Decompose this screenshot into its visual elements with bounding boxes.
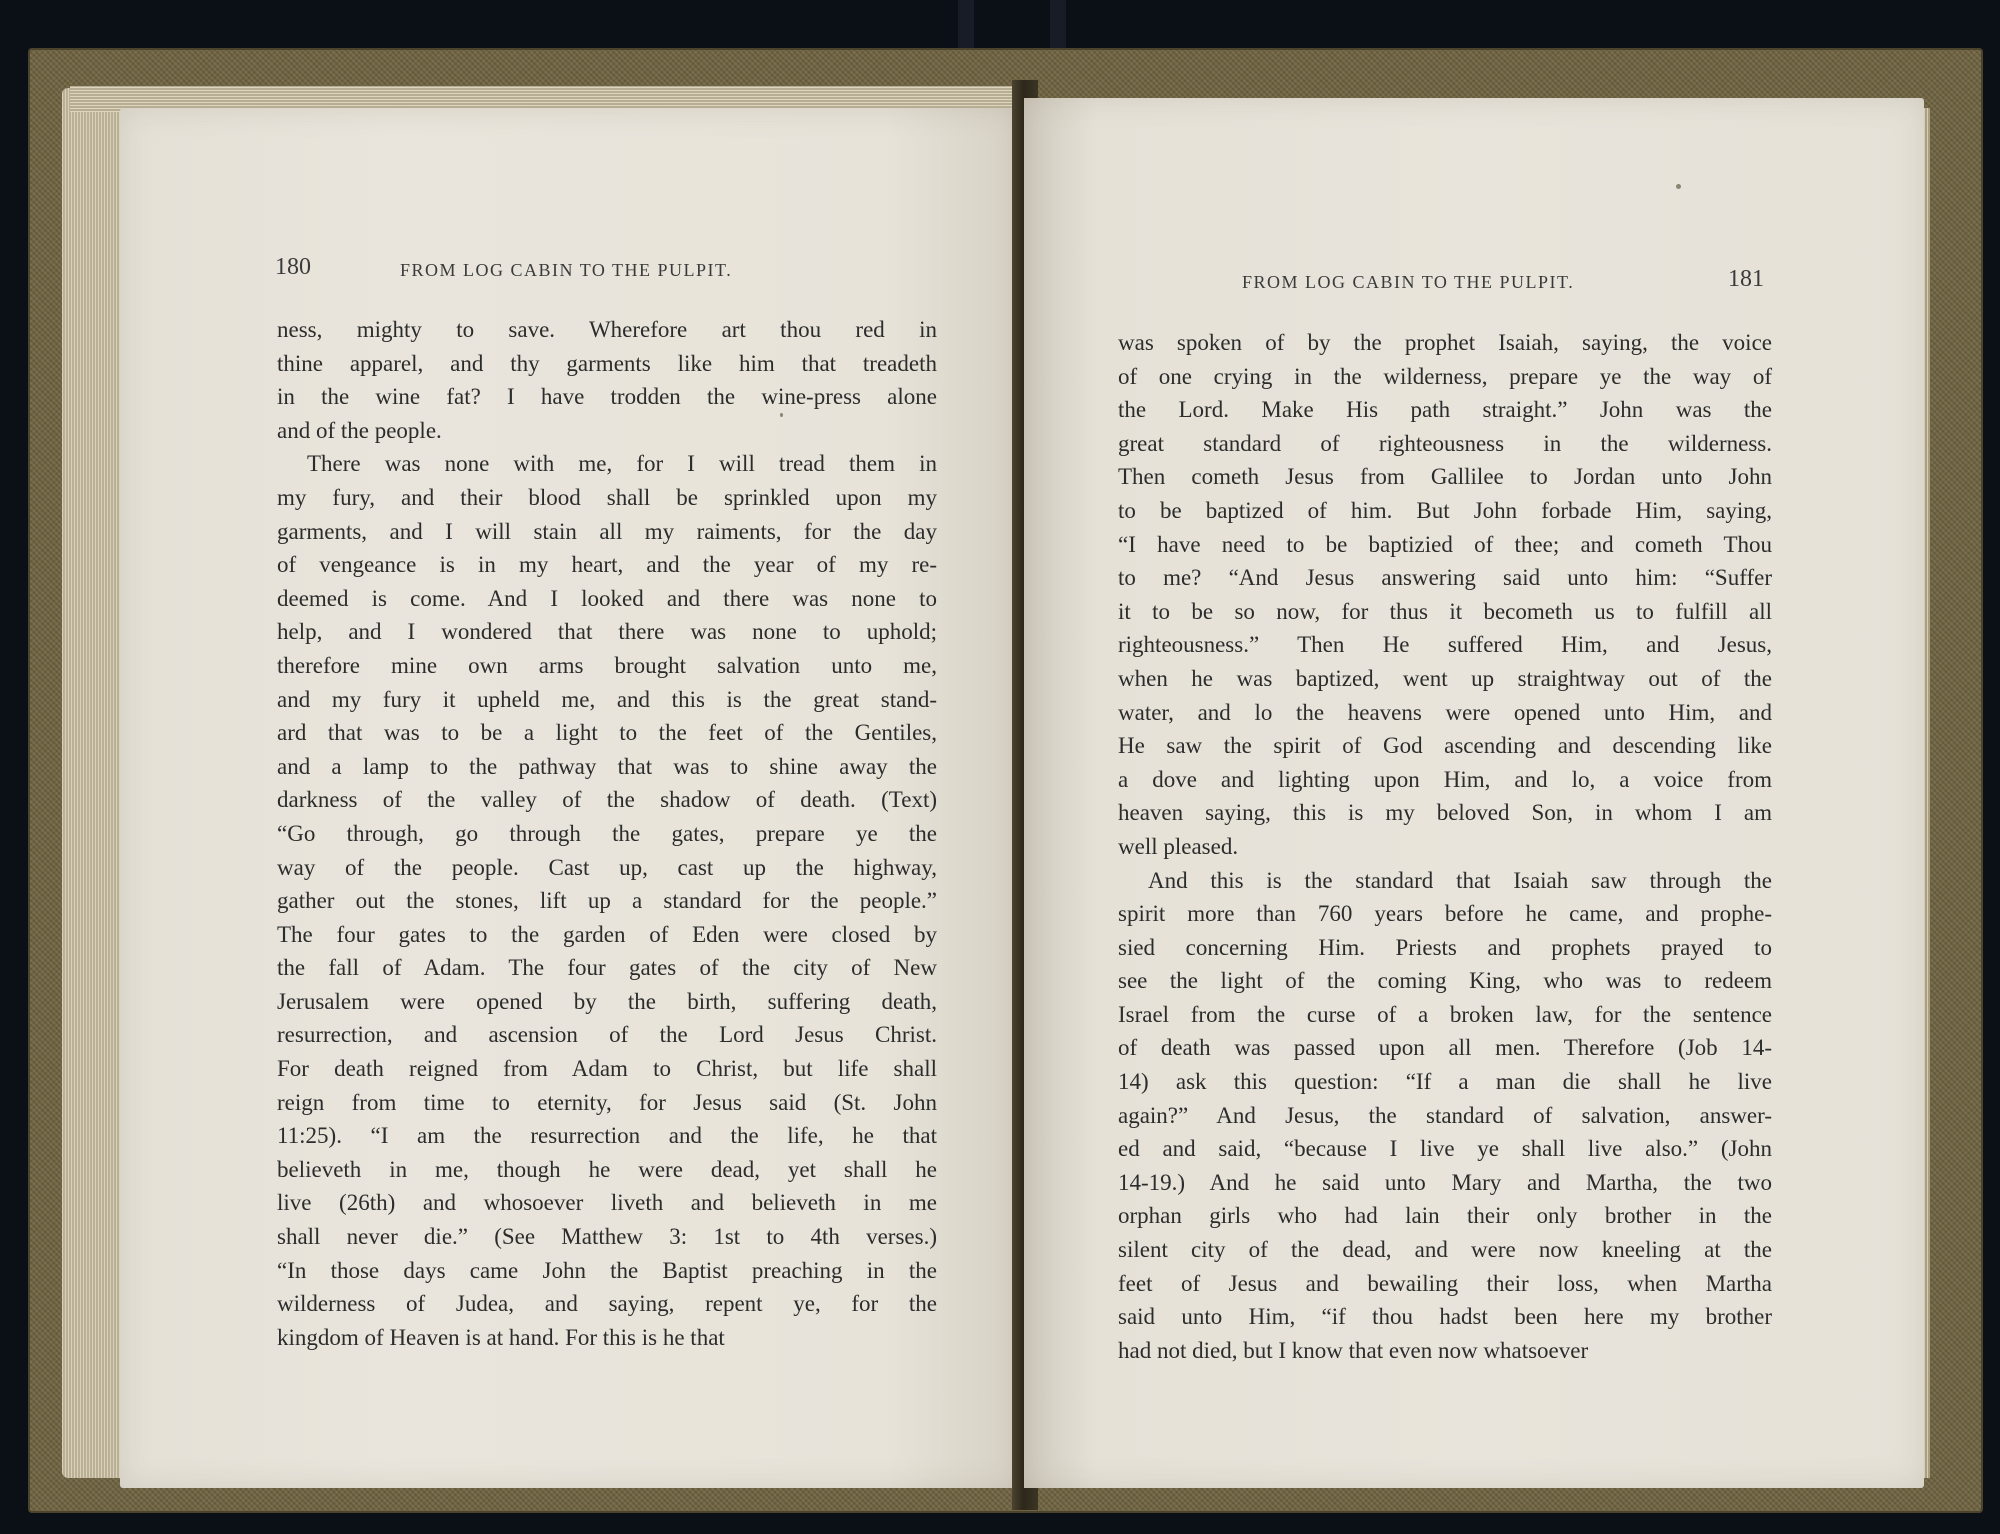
- text-line: Israel from the curse of a broken law, for the sentence: [1118, 1001, 1772, 1027]
- left-page: [120, 108, 1020, 1488]
- text-line: righteousness.” Then He suffered Him, and Jesus,: [1118, 632, 1772, 658]
- right-page-body: [1118, 326, 1772, 1367]
- ink-speck: [1676, 184, 1681, 189]
- text-line: “Go through, go through the gates, prepare ye the: [277, 820, 937, 846]
- text-line: ness, mighty to save. Wherefore art thou red in: [277, 317, 937, 342]
- text-line: therefore mine own arms brought salvation unto me,: [277, 652, 937, 678]
- text-line: the Lord. Make His path straight.” John was the: [1118, 397, 1772, 423]
- text-line: in the wine fat? I have trodden the wine-press alone: [277, 384, 937, 410]
- text-line: and a lamp to the pathway that was to shine away the: [277, 753, 937, 779]
- page-number-left: 180: [275, 254, 311, 280]
- text-line: thine apparel, and thy garments like him that treadeth: [277, 350, 937, 376]
- text-line: great standard of righteousness in the wilderness.: [1118, 430, 1772, 456]
- text-line: had not died, but I know that even now whatsoever: [1118, 1337, 1589, 1363]
- text-line: to be baptized of him. But John forbade Him, saying,: [1118, 497, 1772, 523]
- page-number-right: 181: [1728, 266, 1764, 292]
- text-line: There was none with me, for I will tread them in: [307, 451, 937, 477]
- text-line: orphan girls who had lain their only brother in the: [1118, 1203, 1772, 1229]
- text-line: gather out the stones, lift up a standard for the people.”: [277, 888, 937, 914]
- left-page-body: [277, 313, 937, 1354]
- text-line: Jerusalem were opened by the birth, suffering death,: [277, 988, 937, 1014]
- text-line: live (26th) and whosoever liveth and believeth in me: [277, 1190, 937, 1216]
- text-line: help, and I wondered that there was none to uphold;: [277, 619, 937, 645]
- text-line: kingdom of Heaven is at hand. For this is he that: [277, 1324, 725, 1350]
- running-head-right: FROM LOG CABIN TO THE PULPIT.: [1242, 272, 1575, 292]
- text-line: see the light of the coming King, who was to redeem: [1118, 968, 1772, 994]
- text-line: wilderness of Judea, and saying, repent ye, for the: [277, 1291, 937, 1317]
- text-line: it to be so now, for thus it becometh us to fulfill all: [1118, 598, 1772, 624]
- text-line: was spoken of by the prophet Isaiah, saying, the voice: [1118, 330, 1772, 355]
- text-line: sied concerning Him. Priests and prophets prayed to: [1118, 934, 1772, 960]
- text-line: reign from time to eternity, for Jesus said (St. John: [277, 1089, 937, 1115]
- right-page: [1024, 98, 1924, 1488]
- text-line: resurrection, and ascension of the Lord Jesus Christ.: [277, 1022, 937, 1048]
- text-line: said unto Him, “if thou hadst been here my brother: [1118, 1304, 1772, 1330]
- ink-speck: [780, 413, 783, 417]
- text-line: shall never die.” (See Matthew 3: 1st to 4th verses.): [277, 1224, 937, 1250]
- text-line: to me? “And Jesus answering said unto him: “Suffer: [1118, 565, 1772, 591]
- text-line: “In those days came John the Baptist preaching in the: [277, 1257, 937, 1283]
- text-line: 11:25). “I am the resurrection and the life, he that: [277, 1123, 937, 1149]
- text-line: feet of Jesus and bewailing their loss, when Martha: [1118, 1270, 1772, 1296]
- text-line: garments, and I will stain all my raiments, for the day: [277, 518, 937, 544]
- text-line: and my fury it upheld me, and this is the great stand-: [277, 686, 937, 712]
- text-line: “I have need to be baptizied of thee; and cometh Thou: [1118, 531, 1772, 557]
- text-line: And this is the standard that Isaiah saw through the: [1148, 867, 1772, 893]
- text-line: again?” And Jesus, the standard of salvation, answer-: [1118, 1102, 1772, 1128]
- text-line: darkness of the valley of the shadow of death. (Text): [277, 787, 937, 813]
- page-edges-left: [62, 88, 124, 1478]
- text-line: deemed is come. And I looked and there was none to: [277, 585, 937, 611]
- text-line: For death reigned from Adam to Christ, but life shall: [277, 1056, 937, 1082]
- text-line: my fury, and their blood shall be sprinkled upon my: [277, 484, 937, 510]
- text-line: and of the people.: [277, 417, 442, 443]
- text-line: Then cometh Jesus from Gallilee to Jordan unto John: [1118, 464, 1772, 490]
- text-line: of one crying in the wilderness, prepare ye the way of: [1118, 363, 1772, 389]
- text-line: ard that was to be a light to the feet of the Gentiles,: [277, 720, 937, 746]
- text-line: a dove and lighting upon Him, and lo, a voice from: [1118, 766, 1772, 792]
- text-line: He saw the spirit of God ascending and descending like: [1118, 733, 1772, 759]
- text-line: way of the people. Cast up, cast up the highway,: [277, 854, 937, 880]
- text-line: ed and said, “because I live ye shall live also.” (John: [1118, 1136, 1772, 1162]
- text-line: heaven saying, this is my beloved Son, in whom I am: [1118, 800, 1772, 826]
- text-line: water, and lo the heavens were opened unto Him, and: [1118, 699, 1772, 725]
- text-line: of vengeance is in my heart, and the year of my re-: [277, 552, 937, 578]
- text-line: of death was passed upon all men. Therefore (Job 14-: [1118, 1035, 1772, 1061]
- text-line: 14) ask this question: “If a man die shall he live: [1118, 1069, 1772, 1095]
- text-line: The four gates to the garden of Eden were closed by: [277, 921, 937, 947]
- running-head-left: FROM LOG CABIN TO THE PULPIT.: [400, 260, 733, 280]
- text-line: well pleased.: [1118, 833, 1239, 859]
- text-line: when he was baptized, went up straightway out of the: [1118, 665, 1772, 691]
- text-line: spirit more than 760 years before he came, and prophe-: [1118, 901, 1772, 927]
- text-line: the fall of Adam. The four gates of the city of New: [277, 955, 937, 981]
- text-line: silent city of the dead, and were now kneeling at the: [1118, 1237, 1772, 1263]
- text-line: 14-19.) And he said unto Mary and Martha, the two: [1118, 1169, 1772, 1195]
- text-line: believeth in me, though he were dead, yet shall he: [277, 1156, 937, 1182]
